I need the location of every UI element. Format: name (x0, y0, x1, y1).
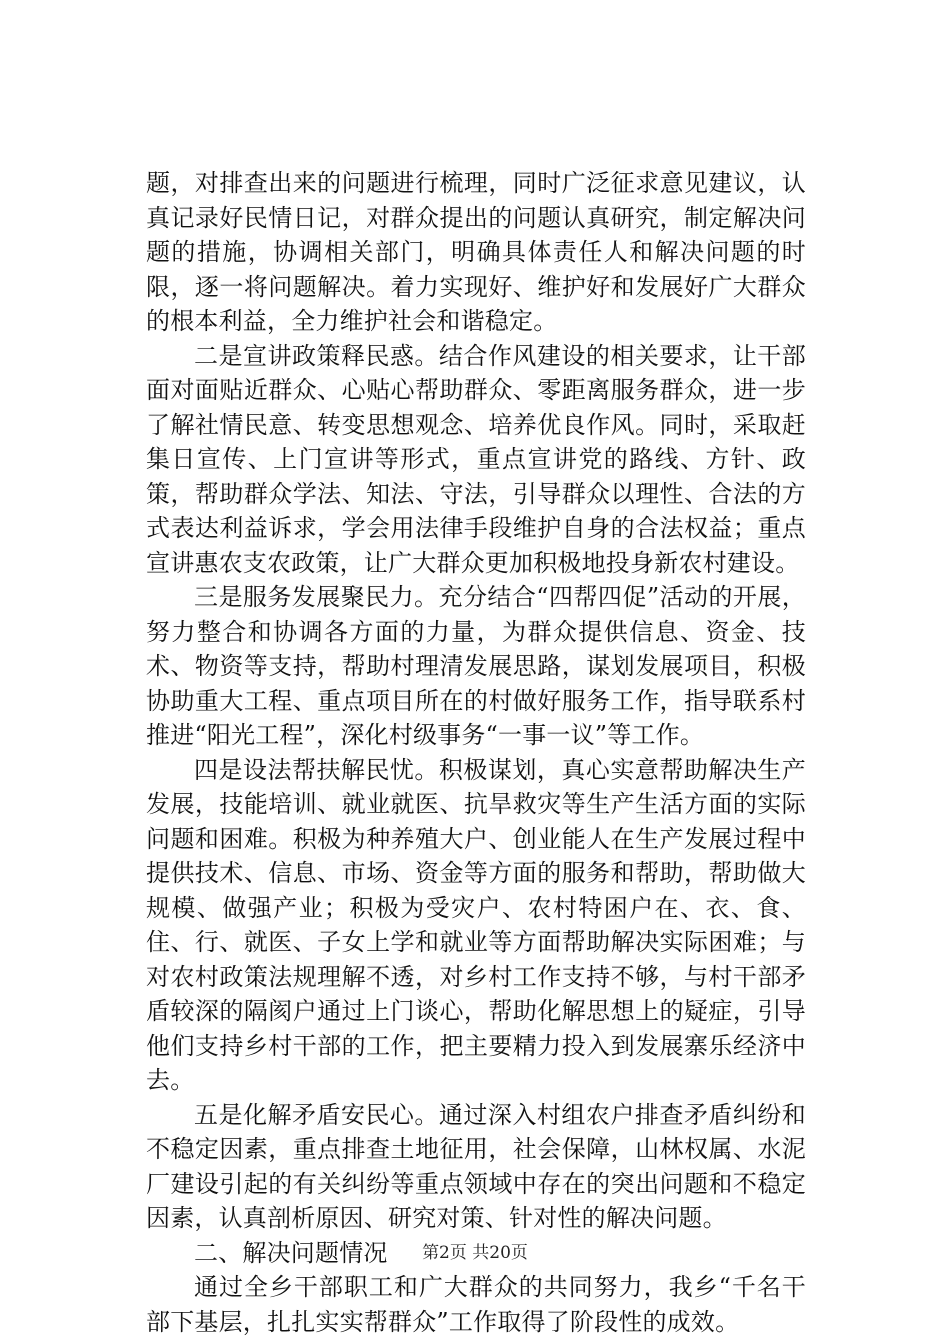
paragraph-conflict-resolution: 五是化解矛盾安民心。通过深入村组农户排查矛盾纠纷和不稳定因素，重点排查土地征用，社会保障，山林权属、水泥厂建设引起的有关纠纷等重点领域中存在的突出问题和不稳定因素，认真剖析原因、研究对策、针对性的解决问题。 (146, 1100, 806, 1232)
document-body (146, 166, 806, 1339)
paragraph-service-development: 三是服务发展聚民力。充分结合“四帮四促”活动的开展，努力整合和协调各方面的力量，为群众提供信息、资金、技术、物资等支持，帮助村理清发展思路，谋划发展项目，积极协助重大工程、重点项目所在的村做好服务工作，指导联系村推进“阳光工程”，深化村级事务“一事一议”等工作。 (146, 583, 806, 749)
paragraph-results: 通过全乡干部职工和广大群众的共同努力，我乡“千名干部下基层，扎扎实实帮群众”工作取得了阶段性的成效。 (146, 1273, 806, 1336)
section-heading: 二、解决问题情况 (194, 1238, 388, 1267)
page-number-footer: 第2页 共20页 (422, 1243, 528, 1263)
paragraph-assistance: 四是设法帮扶解民忧。积极谋划，真心实意帮助解决生产发展，技能培训、就业就医、抗旱救灾等生产生活方面的实际问题和困难。积极为种养殖大户、创业能人在生产发展过程中提供技术、信息、市场、资金等方面的服务和帮助，帮助做大规模、做强产业；积极为受灾户、农村特困户在、衣、食、住、行、就医、子女上学和就业等方面帮助解决实际困难；与对农村政策法规理解不透，对乡村工作支持不够，与村干部矛盾较深的隔阂户通过上门谈心，帮助化解思想上的疑症，引导他们支持乡村干部的工作，把主要精力投入到发展寨乐经济中去。 (146, 755, 806, 1094)
paragraph-policy-outreach: 二是宣讲政策释民惑。结合作风建设的相关要求，让干部面对面贴近群众、心贴心帮助群众、零距离服务群众，进一步了解社情民意、转变思想观念、培养优良作风。同时，采取赶集日宣传、上门宣讲等形式，重点宣讲党的路线、方针、政策，帮助群众学法、知法、守法，引导群众以理性、合法的方式表达利益诉求，学会用法律手段维护自身的合法权益；重点宣讲惠农支农政策，让广大群众更加积极地投身新农村建设。 (146, 341, 806, 577)
paragraph-continuation: 题，对排查出来的问题进行梳理，同时广泛征求意见建议，认真记录好民情日记，对群众提出的问题认真研究，制定解决问题的措施，协调相关部门，明确具体责任人和解决问题的时限，逐一将问题解决。着力实现好、维护好和发展好广大群众的根本利益，全力维护社会和谐稳定。 (146, 169, 806, 335)
